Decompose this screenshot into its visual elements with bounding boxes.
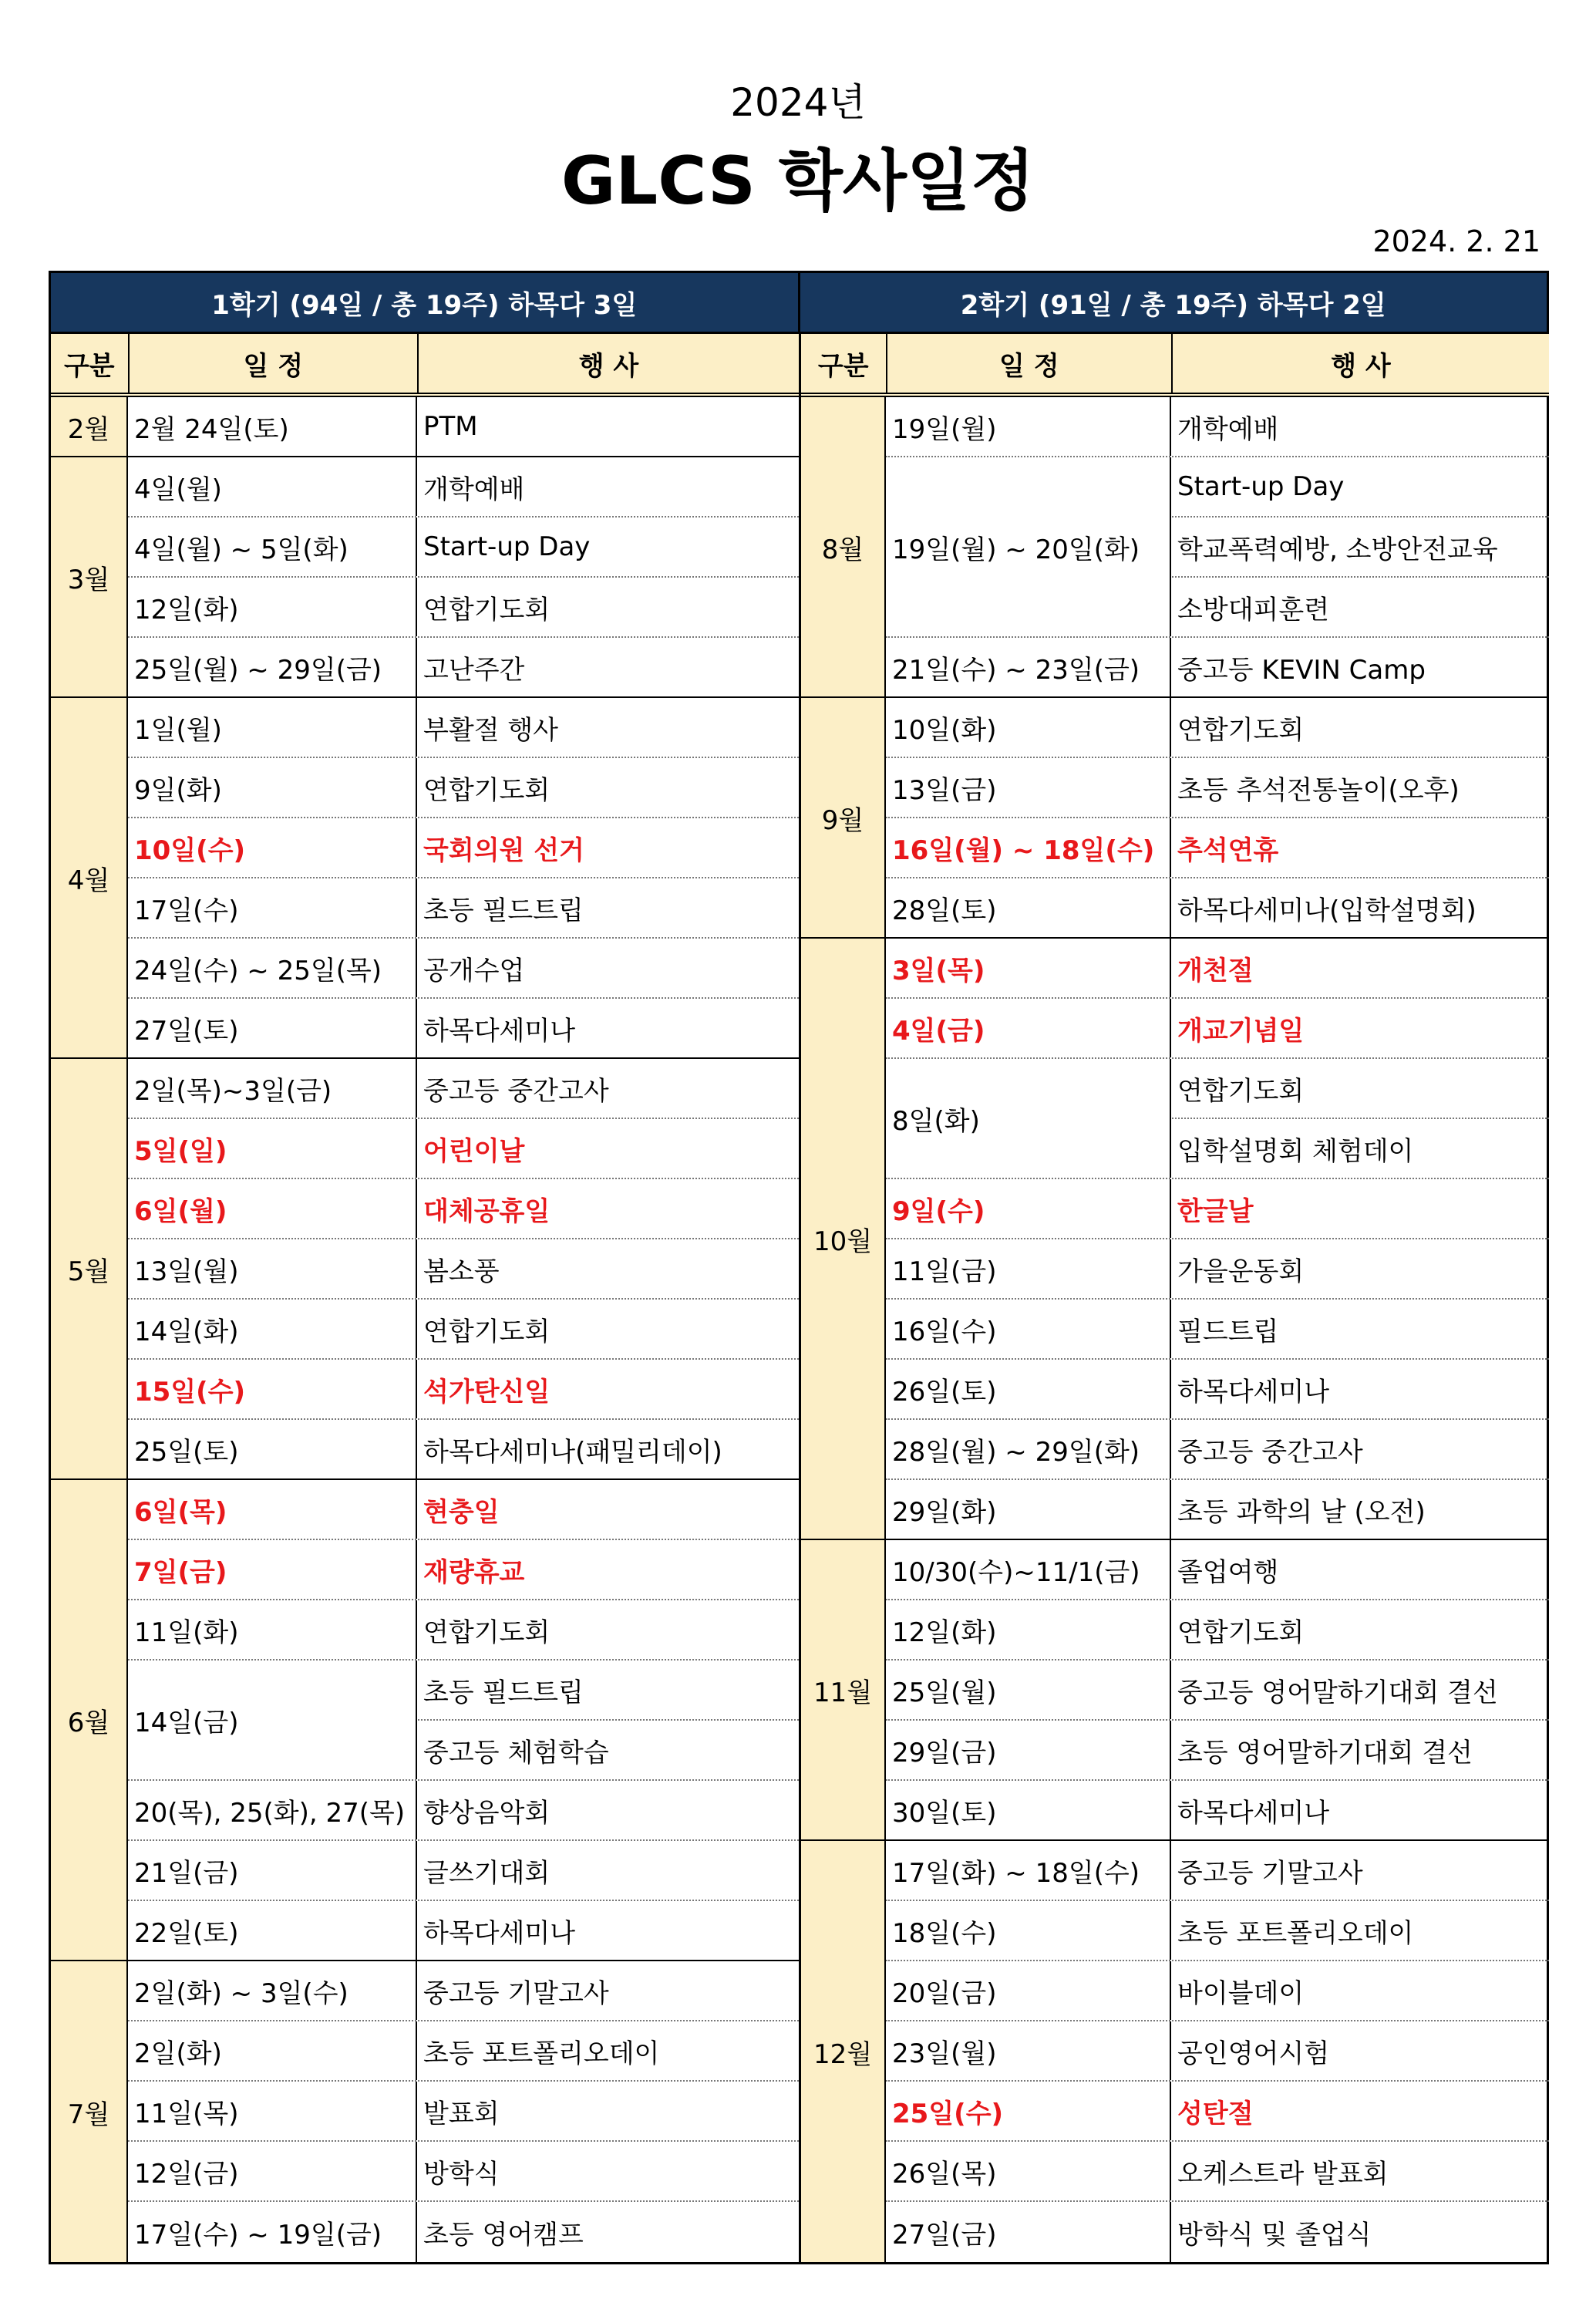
- event-name: 오케스트라 발표회: [1177, 2158, 1389, 2190]
- table-row: [128, 1540, 799, 1600]
- event-name: 하목다세미나(입학설명회): [1177, 895, 1476, 926]
- event-name: 중고등 영어말하기대회 결선: [1177, 1677, 1498, 1708]
- event-name: 방학식: [423, 2158, 500, 2190]
- event-date: 2일(화): [128, 2021, 417, 2080]
- table-row: [128, 518, 799, 578]
- table-row: [886, 1360, 1549, 1420]
- event-date: 10일(수): [128, 818, 417, 877]
- event-date: 12일(화): [128, 578, 417, 636]
- event-date: 13일(월): [128, 1239, 417, 1298]
- event-name: 공인영어시험: [1177, 2038, 1330, 2069]
- event-date: 11일(화): [128, 1600, 417, 1659]
- year-heading: 2024년: [730, 80, 866, 125]
- event-name: 하목다세미나: [1177, 1376, 1330, 1408]
- table-row: [886, 2021, 1549, 2082]
- event-name: 하목다세미나: [423, 1015, 576, 1047]
- table-row: [886, 878, 1549, 939]
- month-cell: 4월: [51, 698, 128, 1059]
- table-row: [886, 397, 1549, 457]
- event-name: 초등 필드트립: [423, 1677, 584, 1708]
- table-row: [128, 698, 799, 758]
- event-name: 중고등 중간고사: [423, 1075, 609, 1107]
- table-row: [886, 1781, 1549, 1841]
- event-date: 29일(화): [886, 1480, 1171, 1539]
- event-date: 25일(토): [128, 1420, 417, 1478]
- table-row: [128, 1360, 799, 1420]
- event-name: 필드트립: [1177, 1316, 1279, 1347]
- event-date: 25일(월): [886, 1660, 1171, 1719]
- table-row: [886, 1300, 1549, 1360]
- event-name: 연합기도회: [423, 594, 551, 625]
- event-date: 26일(목): [886, 2142, 1171, 2200]
- event-name: 학교폭력예방, 소방안전교육: [1177, 534, 1498, 565]
- semester-1-label: 1학기 (94일 / 총 19주) 하목다 3일: [211, 289, 638, 321]
- event-name: 초등 필드트립: [423, 895, 584, 926]
- event-date: 4일(금): [886, 999, 1171, 1057]
- event-name: 개천절: [1177, 955, 1254, 986]
- event-name: 초등 포트폴리오데이: [423, 2038, 660, 2069]
- event-name: Start-up Day: [1177, 471, 1345, 502]
- table-row: [128, 818, 799, 878]
- event-name: 개교기념일: [1177, 1015, 1305, 1047]
- column-header-category: 구분: [51, 334, 130, 393]
- table-row: [128, 457, 799, 518]
- event-date: 12일(화): [886, 1600, 1171, 1659]
- event-name: 연합기도회: [1177, 714, 1305, 746]
- event-date: 18일(수): [886, 1901, 1171, 1960]
- event-date: 9일(화): [128, 758, 417, 817]
- event-date: 27일(토): [128, 999, 417, 1057]
- event-name: 한글날: [1177, 1195, 1254, 1227]
- column-header-date: 일 정: [887, 334, 1173, 393]
- month-cell: 8월: [801, 397, 886, 698]
- semester-2-rows: [801, 397, 1549, 2262]
- event-name: 연합기도회: [1177, 1075, 1305, 1107]
- event-name: 공개수업: [423, 955, 525, 986]
- table-row: [886, 2202, 1549, 2262]
- month-cell: 7월: [51, 1961, 128, 2262]
- schedule-table: [49, 271, 1549, 2264]
- event-name: 중고등 KEVIN Camp: [1177, 654, 1426, 686]
- event-date: 19일(월): [886, 397, 1171, 456]
- table-row: [886, 999, 1549, 1059]
- event-name: 석가탄신일: [423, 1376, 551, 1408]
- event-name: 개학예배: [423, 474, 525, 505]
- event-name: 재량휴교: [423, 1556, 525, 1588]
- month-cell: 10월: [801, 939, 886, 1540]
- event-date: 25일(월) ~ 29일(금): [128, 638, 417, 696]
- table-row: [886, 2082, 1549, 2142]
- event-name: 봄소풍: [423, 1256, 500, 1287]
- table-row: [128, 999, 799, 1059]
- column-header-event: 행 사: [1331, 350, 1391, 382]
- column-header-category: 구분: [801, 334, 887, 393]
- event-name: 연합기도회: [423, 1316, 551, 1347]
- event-date: 14일(화): [128, 1300, 417, 1358]
- table-row: [886, 1961, 1549, 2021]
- table-row: [886, 1540, 1549, 1600]
- event-name: 바이블데이: [1177, 1977, 1305, 2009]
- event-date: 30일(토): [886, 1781, 1171, 1839]
- event-date: 12일(금): [128, 2142, 417, 2200]
- event-name: 초등 영어말하기대회 결선: [1177, 1737, 1473, 1768]
- table-row: [128, 1119, 799, 1179]
- event-name: 향상음악회: [423, 1797, 551, 1829]
- event-name: 졸업여행: [1177, 1556, 1279, 1588]
- page-title: GLCS 학사일정: [561, 143, 1035, 220]
- table-row: [886, 638, 1549, 698]
- month-cell: 11월: [801, 1540, 886, 1841]
- event-name: 초등 영어캠프: [423, 2219, 584, 2251]
- table-row: [886, 2142, 1549, 2202]
- table-row: [128, 878, 799, 939]
- event-date: 20(목), 25(화), 27(목): [128, 1781, 417, 1839]
- event-name: PTM: [423, 411, 478, 442]
- event-date: 2일(목)~3일(금): [128, 1059, 417, 1118]
- event-name: 연합기도회: [423, 1617, 551, 1648]
- event-date: 15일(수): [128, 1360, 417, 1418]
- table-row: [128, 1480, 799, 1540]
- event-name: 추석연휴: [1177, 834, 1279, 866]
- table-row: [128, 1961, 799, 2021]
- event-date: 20일(금): [886, 1961, 1171, 2020]
- event-name: 중고등 기말고사: [1177, 1857, 1363, 1889]
- event-name: 중고등 체험학습: [423, 1737, 609, 1768]
- table-row: [886, 818, 1549, 878]
- table-row: [128, 1841, 799, 1901]
- table-row: [128, 1059, 799, 1119]
- event-date: 21일(수) ~ 23일(금): [886, 638, 1171, 696]
- event-date: 24일(수) ~ 25일(목): [128, 939, 417, 997]
- table-row: [886, 939, 1549, 999]
- event-date: 3일(목): [886, 939, 1171, 997]
- event-name: 소방대피훈련: [1177, 594, 1330, 625]
- month-cell: 5월: [51, 1059, 128, 1480]
- event-date: 14일(금): [128, 1660, 417, 1779]
- event-date: 16일(수): [886, 1300, 1171, 1358]
- table-row: [886, 1721, 1549, 1781]
- column-header: [51, 332, 799, 397]
- event-date: 26일(토): [886, 1360, 1171, 1418]
- event-date: 21일(금): [128, 1841, 417, 1900]
- event-name: 글쓰기대회: [423, 1857, 551, 1889]
- event-date: 17일(수) ~ 19일(금): [128, 2202, 417, 2262]
- column-header: [801, 332, 1549, 397]
- event-date: 5일(일): [128, 1119, 417, 1178]
- event-name: Start-up Day: [423, 531, 591, 562]
- event-name: 고난주간: [423, 654, 525, 686]
- event-name: 부활절 행사: [423, 714, 559, 746]
- semester-bar: [51, 273, 1547, 332]
- event-name: 하목다세미나: [423, 1917, 576, 1949]
- event-name: 어린이날: [423, 1135, 525, 1167]
- table-row: [886, 1239, 1549, 1300]
- event-date: 9일(수): [886, 1179, 1171, 1238]
- event-date: 17일(화) ~ 18일(수): [886, 1841, 1171, 1900]
- column-header-event: 행 사: [578, 350, 639, 382]
- table-row: [886, 1841, 1549, 1901]
- table-row: [128, 2142, 799, 2202]
- event-name: 입학설명회 체험데이: [1177, 1135, 1414, 1167]
- semester-1-rows: [51, 397, 799, 2262]
- event-date: 13일(금): [886, 758, 1171, 817]
- event-name: 현충일: [423, 1496, 500, 1528]
- event-name: 중고등 기말고사: [423, 1977, 609, 2009]
- table-row: [128, 939, 799, 999]
- month-cell: 2월: [51, 397, 128, 457]
- table-row: [128, 1901, 799, 1961]
- event-date: 19일(월) ~ 20일(화): [886, 457, 1171, 636]
- event-date: 27일(금): [886, 2202, 1171, 2262]
- table-row: [128, 397, 799, 457]
- event-date: 10/30(수)~11/1(금): [886, 1540, 1171, 1599]
- event-name: 하목다세미나: [1177, 1797, 1330, 1829]
- month-cell: 9월: [801, 698, 886, 939]
- table-row: [128, 1300, 799, 1360]
- event-name: 초등 포트폴리오데이: [1177, 1917, 1414, 1949]
- event-date: 11일(목): [128, 2082, 417, 2140]
- event-date: 2일(화) ~ 3일(수): [128, 1961, 417, 2020]
- event-date: 16일(월) ~ 18일(수): [886, 818, 1171, 877]
- event-name: 개학예배: [1177, 413, 1279, 445]
- month-cell: 12월: [801, 1841, 886, 2262]
- table-row: [128, 2202, 799, 2262]
- event-date: 17일(수): [128, 878, 417, 937]
- table-row: [128, 1239, 799, 1300]
- semester-1-table: [51, 332, 799, 2262]
- event-name: 방학식 및 졸업식: [1177, 2219, 1372, 2251]
- column-header-date: 일 정: [130, 334, 419, 393]
- event-date: 6일(목): [128, 1480, 417, 1539]
- event-date: 29일(금): [886, 1721, 1171, 1779]
- event-date: 2월 24일(토): [128, 397, 417, 456]
- table-row: [886, 1179, 1549, 1239]
- table-row: [128, 638, 799, 698]
- event-name: 가을운동회: [1177, 1256, 1305, 1287]
- event-date: 1일(월): [128, 698, 417, 757]
- table-row: [128, 1420, 799, 1480]
- event-date: 6일(월): [128, 1179, 417, 1238]
- table-row: [886, 758, 1549, 818]
- table-row: [886, 1600, 1549, 1660]
- event-name: 초등 과학의 날 (오전): [1177, 1496, 1426, 1528]
- event-date: 8일(화): [886, 1059, 1171, 1178]
- table-row: [886, 1480, 1549, 1540]
- event-name: 초등 추석전통놀이(오후): [1177, 774, 1460, 806]
- semester-2-table: [799, 332, 1549, 2262]
- event-date: 28일(토): [886, 878, 1171, 937]
- event-name: 성탄절: [1177, 2098, 1254, 2129]
- table-row: [128, 2082, 799, 2142]
- event-date: 28일(월) ~ 29일(화): [886, 1420, 1171, 1478]
- table-row: [128, 1179, 799, 1239]
- event-date: 7일(금): [128, 1540, 417, 1599]
- table-row: [128, 1781, 799, 1841]
- event-date: 25일(수): [886, 2082, 1171, 2140]
- event-date: 11일(금): [886, 1239, 1171, 1298]
- month-cell: 3월: [51, 457, 128, 698]
- event-name: 발표회: [423, 2098, 500, 2129]
- table-row: [128, 578, 799, 638]
- event-date: 4일(월): [128, 457, 417, 516]
- table-row: [886, 698, 1549, 758]
- document-date: 2024. 2. 21: [1372, 224, 1540, 258]
- event-name: 연합기도회: [1177, 1617, 1305, 1648]
- event-name: 연합기도회: [423, 774, 551, 806]
- event-name: 대체공휴일: [423, 1195, 551, 1227]
- table-row: [886, 1901, 1549, 1961]
- event-date: 10일(화): [886, 698, 1171, 757]
- table-row: [128, 2021, 799, 2082]
- table-row: [886, 1420, 1549, 1480]
- event-name: 국회의원 선거: [423, 834, 584, 866]
- semester-2-label: 2학기 (91일 / 총 19주) 하목다 2일: [960, 289, 1386, 321]
- table-row: [128, 1600, 799, 1660]
- table-row: [886, 1660, 1549, 1721]
- event-name: 하목다세미나(패밀리데이): [423, 1436, 722, 1468]
- event-date: 4일(월) ~ 5일(화): [128, 518, 417, 576]
- event-name: 중고등 중간고사: [1177, 1436, 1363, 1468]
- event-date: 22일(토): [128, 1901, 417, 1960]
- month-cell: 6월: [51, 1480, 128, 1961]
- event-date: 23일(월): [886, 2021, 1171, 2080]
- table-row: [128, 758, 799, 818]
